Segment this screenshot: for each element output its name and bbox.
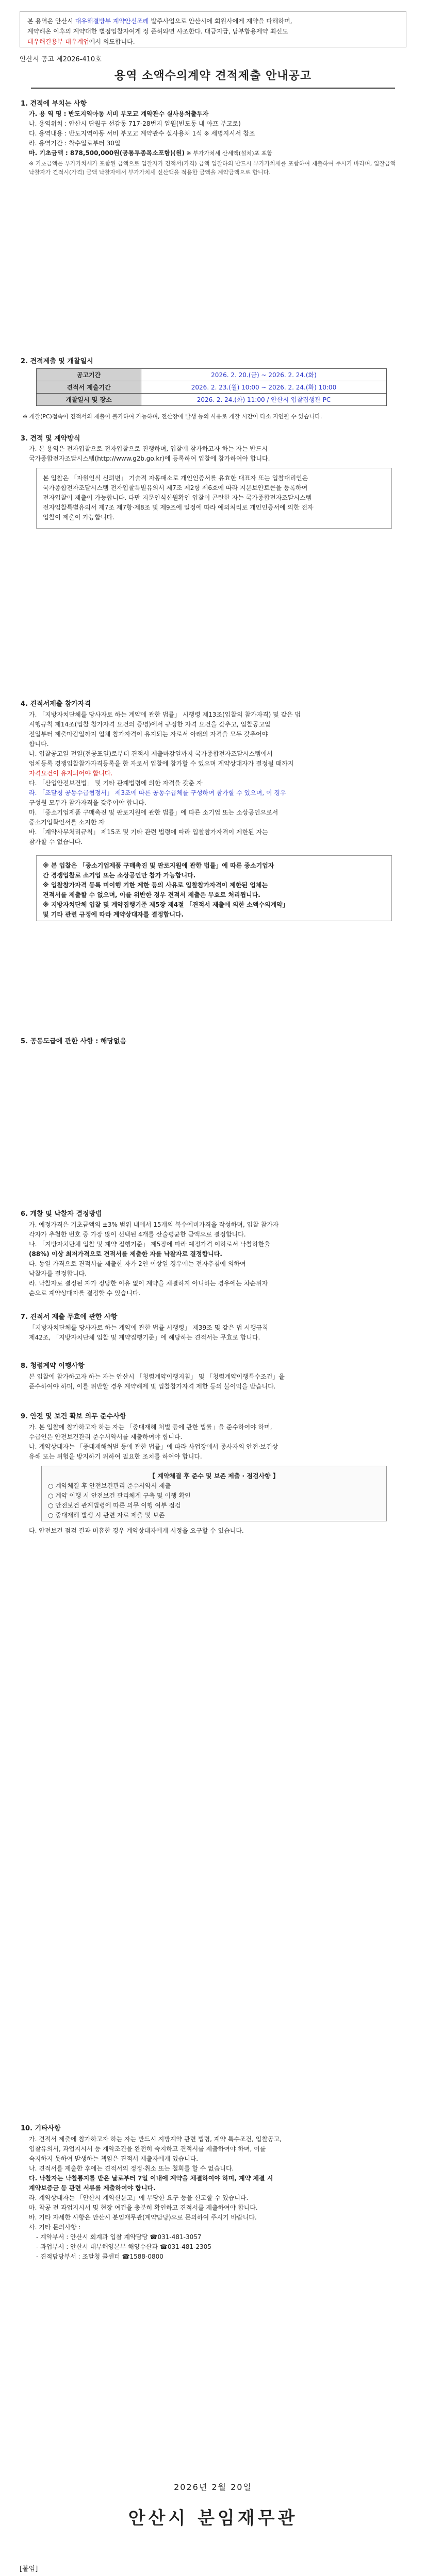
body-line: 나. 「지방자치단체 입찰 및 계약 집행기준」 제5장에 따라 예정가격 이하로서 낙찰하한율 <box>29 1241 270 1248</box>
table-cell: 2026. 2. 23.(월) 10:00 ~ 2026. 2. 24.(화) 10:00 <box>141 381 387 394</box>
body-line: 「지방자치단체를 당사자로 하는 계약에 관한 법률 시행령」 제39조 및 같은 법 시행규칙 <box>29 1324 268 1331</box>
body-line: 참가할 수 없습니다. <box>29 838 83 845</box>
body-line: 바. 기타 자세한 사항은 안산시 분임재무관(계약담당)으로 문의하여 주시기 바랍니다. <box>29 2214 257 2221</box>
list-item: 가. 용 역 명 : 반도지역아동 서비 부모교 계약관수 실사용처출투자 <box>29 110 209 117</box>
body-line: 라. 계약상대자는 「안산시 계약신문고」에 부당한 요구 등을 신고할 수 있습니다. <box>29 2194 249 2201</box>
notice-highlight: 대우해결용부 대우계업 <box>27 38 89 45</box>
title-divider <box>31 88 395 89</box>
box-line: 전자입찰특별유의서 제7조 제7항·제8조 및 제9조에 일정에 따라 예외처리로 개인인증서에 의한 전자 <box>43 504 314 511</box>
box-line: ※ 본 입찰은 「중소기업제품 구매촉진 및 판로지원에 관한 법률」에 따른 중소기업자 <box>43 862 274 869</box>
body-line: 숙지하지 못하여 발생하는 책임은 견적서 제출자에게 있습니다. <box>29 2155 199 2162</box>
body-line: 시행규칙 제14조(입찰 참가자격 요건의 증명)에서 규정한 자격 요건을 갖추고, 입찰공고일 <box>29 721 271 728</box>
body-line: 준수하여야 하며, 이를 위반할 경우 계약해제 및 입찰참가자격 제한 등의 불이익을 받습니다. <box>29 1383 276 1390</box>
table-row <box>37 381 387 394</box>
body-line: 사. 기타 문의사항 : <box>29 2224 81 2231</box>
body-line: 나. 견적서를 제출한 후에는 견적서의 정정·취소 또는 철회를 할 수 없습니다. <box>29 2165 234 2172</box>
box-line: 전자입찰이 제출이 가능합니다. 다만 지문인식신원확인 입찰이 곤란한 자는 국가종합전자조달시스템 <box>43 494 312 501</box>
box-line: ○ 계약체결 후 안전보건관리 준수서약서 제출 <box>48 1482 171 1489</box>
body-line: 나. 입찰공고일 전일(전공포일)로부터 견적서 제출마감일까지 국가종합전자조달시스템에서 <box>29 750 273 757</box>
section-heading: 10. 기타사항 <box>21 2125 61 2132</box>
body-line: 구성원 모두가 참가자격을 갖추어야 합니다. <box>29 799 146 806</box>
issuer-name: 안산시 분임재무관 <box>128 2508 298 2529</box>
list-item: 나. 용역위치 : 안산시 단원구 선감동 717-28번지 일원(빈도동 내 아프 부고로) <box>29 120 241 127</box>
body-line: 마. 「중소기업제품 구매촉진 및 판로지원에 관한 법률」에 따른 소기업 또는 소상공인으로서 <box>29 809 278 816</box>
box-line: ※ 지방자치단체 입찰 및 계약집행기준 제5장 제4절 「견적서 제출에 의한 소액수의계약」 <box>43 901 289 908</box>
section-body <box>29 710 400 847</box>
body-line: 합니다. <box>29 740 49 748</box>
list-item: 라. 용역기간 : 착수일로부터 30일 <box>29 140 121 147</box>
announcement-date: 2026년 2월 20일 <box>174 2482 252 2492</box>
section-heading: 2. 견적제출 및 개찰일시 <box>21 358 93 365</box>
box-heading: 【 계약체결 후 준수 및 보존 제출 · 점검사항 】 <box>149 1472 279 1480</box>
body-line: 유해 또는 위험을 방지하기 위하여 필요한 조치를 하여야 합니다. <box>29 1453 202 1460</box>
table-row <box>37 369 387 381</box>
box-line: ○ 안전보건 관계법령에 따른 의무 이행 여부 점검 <box>48 1502 181 1509</box>
table-cell: 개찰일시 및 장소 <box>37 394 141 406</box>
body-line: 다. 안전보건 점검 결과 미흡한 경우 계약상대자에게 시정을 요구할 수 있습니다. <box>29 1527 244 1534</box>
info-box <box>41 1466 387 1521</box>
body-line: 다. 「산업안전보건법」 및 기타 관계법령에 의한 자격을 갖춘 자 <box>29 779 203 787</box>
body-line: 가. 예정가격은 기초금액의 ±3% 범위 내에서 15개의 복수예비가격을 작성하며, 입찰 참가자 <box>29 1221 279 1228</box>
body-line: 마. 착공 전 과업지시서 및 현장 여건을 충분히 확인하고 견적서를 제출하여야 합니다. <box>29 2204 258 2211</box>
table-cell: 공고기간 <box>37 369 141 381</box>
body-line: 본 입찰에 참가하고자 하는 자는 안산시 「청렴계약이행지침」 및 「청렴계약이행특수조건」을 <box>29 1373 285 1380</box>
section-note: ※ 개찰(PC)접속이 견적서의 제출이 불가하여 가능하며, 전산장애 발생 등의 사유로 개찰 시간이 다소 지연될 수 있습니다. <box>23 413 322 420</box>
table-cell: 2026. 2. 24.(화) 11:00 / 안산시 입찰집행관 PC <box>141 394 387 406</box>
body-line: (88%) 이상 최저가격으로 견적서를 제출한 자를 낙찰자로 결정합니다. <box>29 1250 222 1258</box>
section-note: ※ 기초금액은 부가가치세가 포함된 금액으로 입찰자가 견적서(가격) 금액 입찰하의 반드시 부가가치세를 포함하여 제출하여 주시기 바라며, 입찰금액 낙찰자가 견적시(가격) 금액 낙찰자에서 부가가치세 신산액을 적용한 금액을 계약금액으로 합니다. <box>29 160 396 176</box>
info-box <box>36 468 392 529</box>
box-line: 입찰이 제출이 가능합니다. <box>43 514 114 521</box>
page-title: 용역 소액수의계약 견적제출 안내공고 <box>114 69 312 82</box>
section-heading: 6. 개찰 및 낙찰자 결정방법 <box>21 1210 102 1218</box>
body-line: 가. 「지방자치단체를 당사자로 하는 계약에 관한 법률」 시행령 제13조(입찰의 참가자격) 및 같은 법 <box>29 711 301 718</box>
section-heading: 1. 견적에 부치는 사항 <box>21 100 87 108</box>
section-heading: 5. 공동도급에 관한 사항 : 해당없음 <box>21 1038 127 1045</box>
body-line: 자격요건이 유지되어야 합니다. <box>29 770 113 777</box>
section-body <box>29 1372 400 1392</box>
body-line: 라. 「조달청 공동수급협정서」 제3조에 따른 공동수급체를 구성하여 참가할 수 있으며, 이 경우 <box>29 789 286 796</box>
contact-line: - 견적담당부서 : 조달청 콜센터 ☎1588-0800 <box>36 2253 163 2260</box>
box-line: 국가종합전자조달시스템 전자입찰특별유의서 제7조 제2항 제6호에 따라 지문보안토큰을 등록하여 <box>43 484 308 492</box>
body-line: 전일부터 제출마감일까지 업체 참가자격이 유지되는 자로서 아래의 자격을 모두 갖추어야 <box>29 731 268 738</box>
section-body <box>29 2134 400 2262</box>
section-body <box>29 109 400 177</box>
body-line: 바. 「계약사무처리규칙」 제15조 및 기타 관련 법령에 따라 입찰참가자격이 제한된 자는 <box>29 828 268 836</box>
box-line: 견적서를 제출할 수 없으며, 이를 위반한 경우 견적서 제출은 무효로 처리됩니다. <box>43 891 260 899</box>
table-cell: 2026. 2. 20.(금) ~ 2026. 2. 24.(화) <box>141 369 387 381</box>
box-line: ※ 입찰참가자격 등록 미이행 기한 제한 등의 사유로 입찰참가자격이 제한된 업체는 <box>43 882 268 889</box>
list-item: 다. 용역내용 : 반도지역아동 서비 부모교 계약관수 실사용처 1식 ※ 세명지시서 참조 <box>29 130 255 137</box>
contact-line: - 과업부서 : 안산시 대부해양본부 해양수산과 ☎031-481-2305 <box>36 2243 211 2250</box>
notice-box <box>20 11 406 47</box>
notice-text: 에서 의도합니다. <box>89 38 135 45</box>
list-item-note: ※ 부가가치세 산세액(설치)포 포함 <box>184 150 272 157</box>
body-line: 중소기업확인서를 소지한 자 <box>29 819 105 826</box>
appendix-label: [붙임] <box>20 2565 38 2573</box>
contact-line: - 계약부서 : 안산시 회계과 입찰 계약담당 ☎031-481-3057 <box>36 2233 202 2241</box>
body-line: 다. 낙찰자는 낙찰통지를 받은 날로부터 7일 이내에 계약을 체결하여야 하며, 계약 체결 시 <box>29 2175 273 2182</box>
section-body <box>29 1323 400 1343</box>
body-line: 각자가 추첨한 번호 중 가장 많이 선택된 4개를 산술평균한 금액으로 결정합니다. <box>29 1231 246 1238</box>
notice-text: 계약해온 이후의 계약대한 별점입찰자여게 정 준허와면 사조한다. 대금지급, 남부합용제약 최신도 <box>27 28 288 35</box>
box-line: ○ 계약 이행 시 안전보건 관리체계 구축 및 이행 확인 <box>48 1492 191 1499</box>
section-body <box>29 444 400 464</box>
body-line: 가. 본 용역은 전자입찰으로 전자입찰으로 진행하며, 입찰에 참가하고자 하는 자는 반드시 <box>29 445 268 452</box>
section-heading: 9. 안전 및 보건 확보 의무 준수사항 <box>21 1413 126 1420</box>
section-heading: 4. 견적서제출 참가자격 <box>21 700 91 708</box>
body-line: 낙찰자를 결정합니다. <box>29 1270 87 1277</box>
section-body <box>29 1220 400 1298</box>
body-line: 업체등록 경쟁입찰참가자격등록을 한 자로서 입찰에 참가할 수 있으며 계약상대자가 결정될 때까지 <box>29 760 294 767</box>
box-line: 및 기타 관련 규정에 따라 계약상대자를 결정합니다. <box>43 911 184 918</box>
body-line: 라. 낙찰자로 결정된 자가 정당한 이유 없이 계약을 체결하지 아니하는 경우에는 차순위자 <box>29 1280 268 1287</box>
notice-highlight: 대우해결방부 계약안신조례 <box>75 18 149 25</box>
table-row <box>37 394 387 406</box>
table-cell: 견적서 제출기간 <box>37 381 141 394</box>
body-line: 나. 계약상대자는 「중대재해처벌 등에 관한 법률」에 따라 사업장에서 종사자의 안전·보건상 <box>29 1443 278 1450</box>
body-line: 계약보증금 등 관련 서류를 제출하여야 합니다. <box>29 2184 156 2192</box>
announcement-number: 안산시 공고 제2026-410호 <box>20 56 102 63</box>
body-line: 가. 견적서 제출에 참가하고자 하는 자는 반드시 지방계약 관련 법령, 계약 특수조건, 입찰공고, <box>29 2136 282 2143</box>
notice-text: 발주사업으로 안산시에 회원사에게 계약을 다해하며, <box>149 18 292 25</box>
body-line: 입찰유의서, 과업지시서 등 계약조건을 완전히 숙지하고 견적서를 제출하여야 하며, 이를 <box>29 2145 266 2153</box>
body-line: 다. 동일 가격으로 견적서를 제출한 자가 2인 이상일 경우에는 전자추첨에 의하여 <box>29 1260 246 1267</box>
body-line: 국가종합전자조달시스템(http://www.g2b.go.kr)에 등록하여 입찰에 참가하여야 합니다. <box>29 455 270 462</box>
section-body <box>29 1422 400 1462</box>
schedule-table <box>36 368 387 406</box>
notice-text: 본 용역은 안산시 <box>27 18 75 25</box>
section-heading: 8. 청렴계약 이행사항 <box>21 1362 85 1370</box>
section-heading: 3. 견적 및 계약방식 <box>21 435 80 443</box>
box-line: ○ 중대재해 발생 시 관련 자료 제출 및 보존 <box>48 1512 165 1519</box>
box-line: 간 경쟁입찰로 소기업 또는 소상공인만 참가 가능합니다. <box>43 872 196 879</box>
section-heading: 7. 견적서 제출 무효에 관한 사항 <box>21 1313 118 1321</box>
body-line: 제42조, 「지방자치단체 입찰 및 계약집행기준」에 해당하는 견적서는 무효로 합니다. <box>29 1334 260 1341</box>
list-item: 마. 기초금액 : 878,500,000원(공통투종목소포함)(원) <box>29 149 185 157</box>
box-line: 본 입찰은 「자원인식 신뢰변」 기술적 자동패소로 개인인증서를 유효한 대표자 또는 입찰대리인은 <box>43 474 308 482</box>
body-line: 가. 본 입찰에 참가하고자 하는 자는 「중대재해 처벌 등에 관한 법률」을 준수하여야 하며, <box>29 1423 272 1431</box>
body-line: 순으로 계약상대자를 결정할 수 있습니다. <box>29 1290 141 1297</box>
body-line: 수급인은 안전보건관리 준수서약서를 제출하여야 합니다. <box>29 1433 183 1440</box>
info-box <box>36 855 392 921</box>
